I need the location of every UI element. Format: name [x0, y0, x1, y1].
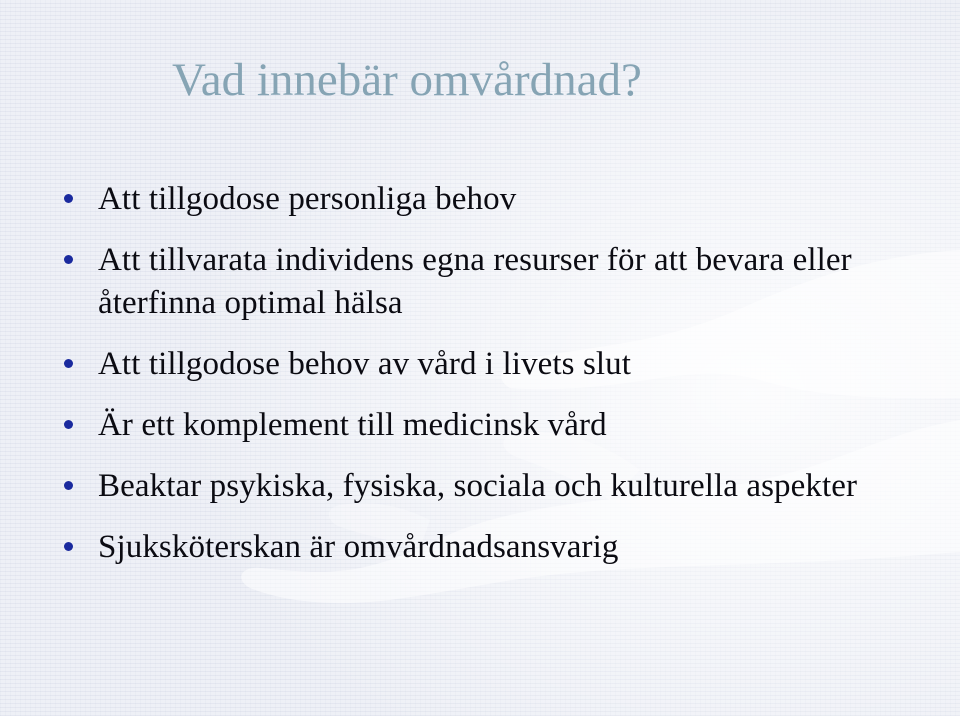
bullet-list	[62, 178, 922, 587]
list-item-text: Att tillgodose personliga behov	[98, 181, 517, 217]
list-item-text: Att tillgodose behov av vård i livets slut	[98, 346, 632, 382]
list-item	[62, 465, 922, 508]
list-item	[62, 526, 922, 569]
list-item-text: Beaktar psykiska, fysiska, sociala och kulturella aspekter	[98, 468, 858, 504]
list-item	[62, 343, 922, 386]
bullet-dot-icon	[64, 194, 73, 203]
list-item	[62, 178, 922, 221]
bullet-dot-icon	[64, 359, 73, 368]
list-item-text: Sjuksköterskan är omvårdnadsansvarig	[98, 529, 619, 565]
list-item-text: Är ett komplement till medicinsk vård	[98, 407, 607, 443]
bullet-dot-icon	[64, 255, 73, 264]
slide-title: Vad innebär omvårdnad?	[172, 54, 642, 106]
bullet-dot-icon	[64, 542, 73, 551]
list-item	[62, 239, 922, 325]
bullet-dot-icon	[64, 481, 73, 490]
list-item	[62, 404, 922, 447]
list-item-text: Att tillvarata individens egna resurser för att bevara eller återfinna optimal hälsa	[98, 242, 852, 321]
bullet-dot-icon	[64, 420, 73, 429]
